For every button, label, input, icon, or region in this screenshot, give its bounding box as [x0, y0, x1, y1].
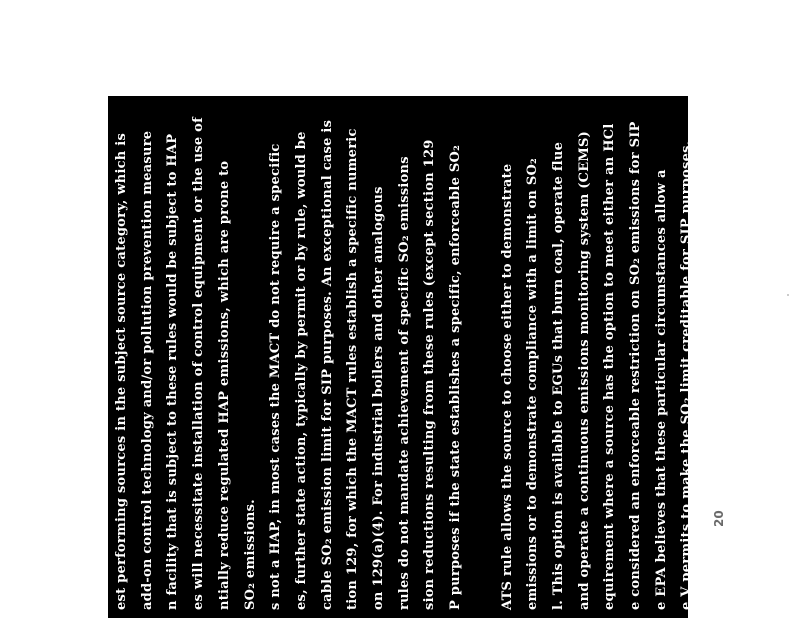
scanned-page: [108, 96, 694, 618]
text-line: l. This option is available to EGUs that burn coal, operate flue: [551, 141, 566, 610]
text-line: tion 129, for which the MACT rules establish a specific numeric: [345, 128, 360, 610]
text-line: es will necessitate installation of control equipment or the use of: [191, 117, 206, 610]
text-line: and operate a continuous emissions monitoring system (CEMS): [577, 130, 592, 610]
text-line: P purposes if the state establishes a specific, enforceable SO₂: [448, 144, 463, 610]
text-line: on 129(a)(4). For industrial boilers and other analogous: [371, 186, 386, 610]
text-line: equirement where a source has the option to meet either an HCl: [602, 123, 617, 610]
text-line: SO₂ emissions.: [243, 499, 258, 610]
text-line: e V permits to make the SO₂ limit creditable for SIP purposes.: [679, 140, 694, 610]
text-line: e considered an enforceable restriction on SO₂ emissions for SIP: [628, 121, 643, 610]
text-line: cable SO₂ emission limit for SIP purposes. An exceptional case is: [320, 119, 335, 610]
page-number: 20: [712, 510, 726, 527]
text-line: sion reductions resulting from these rules (except section 129: [422, 139, 437, 610]
text-line: n facility that is subject to these rules would be subject to HAP: [165, 133, 180, 610]
text-line: emissions or to demonstrate compliance with a limit on SO₂: [525, 157, 540, 610]
scan-speck: [787, 294, 789, 296]
text-line: es, further state action, typically by permit or by rule, would be: [294, 131, 309, 610]
text-line: s not a HAP, in most cases the MACT do not require a specific: [268, 143, 283, 610]
text-line: rules do not mandate achievement of specific SO₂ emissions: [397, 156, 412, 610]
document-body: [108, 96, 694, 618]
text-line: add-on control technology and/or pollution prevention measure: [140, 130, 155, 610]
text-line: est performing sources in the subject source category, which is: [114, 132, 129, 610]
text-line: e EPA believes that these particular circumstances allow a: [654, 169, 669, 610]
text-line: ATS rule allows the source to choose either to demonstrate: [500, 163, 515, 610]
text-line: ntially reduce regulated HAP emissions, which are prone to: [217, 160, 232, 610]
